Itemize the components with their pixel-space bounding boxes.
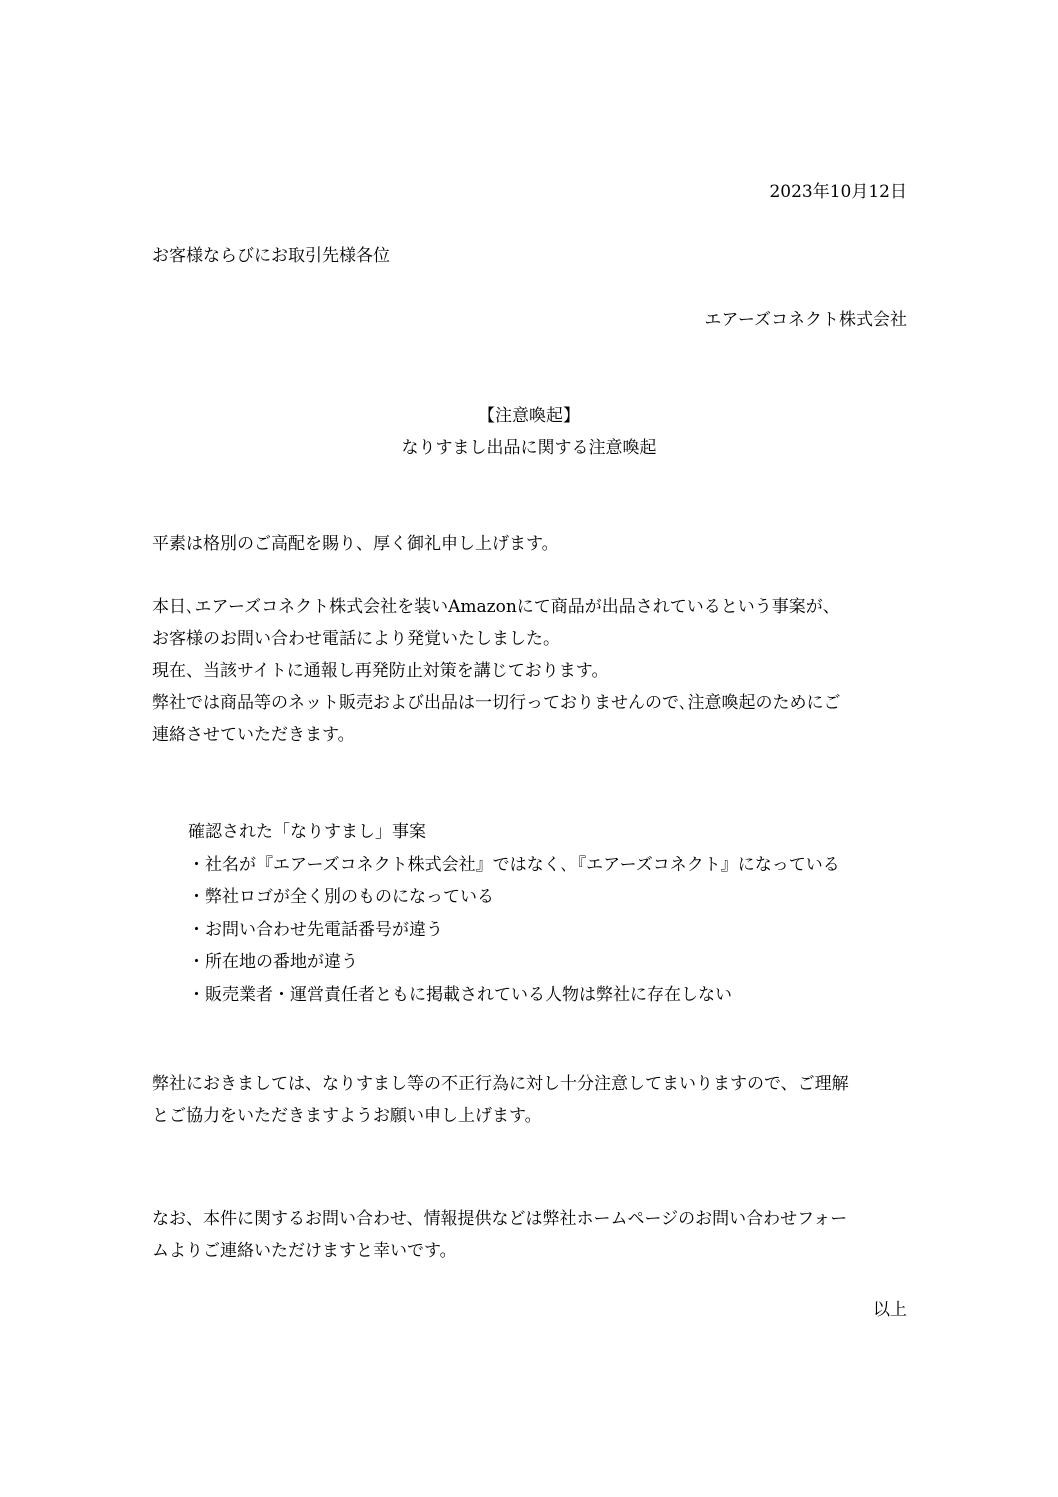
contact-line: なお、本件に関するお問い合わせ、情報提供などは弊社ホームページのお問い合わせフォー bbox=[152, 1209, 848, 1229]
body-line: 本日､エアーズコネクト株式会社を装いAmazonにて商品が出品されているという事案が、 bbox=[152, 597, 840, 617]
contact-line: ムよりご連絡いただけますと幸いです。 bbox=[152, 1241, 457, 1261]
title-bracket: 【注意喚起】 bbox=[478, 406, 580, 426]
document-title: なりすまし出品に関する注意喚起 bbox=[401, 438, 657, 458]
contact-paragraph bbox=[152, 1203, 912, 1267]
greeting-line: 平素は格別のご高配を賜り、厚く御礼申し上げます。 bbox=[152, 534, 559, 554]
cases-list bbox=[188, 816, 918, 1011]
body-line: 弊社では商品等のネット販売および出品は一切行っておりませんので､注意喚起のためにご bbox=[152, 693, 841, 713]
closing-line: とご協力をいただきますようお願い申し上げます。 bbox=[152, 1106, 542, 1126]
closing-line: 弊社におきましては、なりすまし等の不正行為に対し十分注意してまいりますので、ご理解 bbox=[152, 1074, 849, 1094]
case-item: ・社名が『エアーズコネクト株式会社』ではなく､『エアーズコネクト』になっている bbox=[188, 854, 840, 875]
closing-paragraph bbox=[152, 1068, 912, 1132]
cases-heading: 確認された「なりすまし」事案 bbox=[188, 822, 426, 842]
sender-company: エアーズコネクト株式会社 bbox=[704, 310, 907, 330]
body-line: お客様のお問い合わせ電話により発覚いたしました。 bbox=[152, 629, 560, 649]
case-item: ・お問い合わせ先電話番号が違う bbox=[188, 919, 443, 940]
document-date: 2023年10月12日 bbox=[769, 182, 907, 202]
case-item: ・弊社ロゴが全く別のものになっている bbox=[188, 887, 494, 907]
case-item: ・所在地の番地が違う bbox=[188, 952, 358, 972]
case-item: ・販売業者・運営責任者ともに掲載されている人物は弊社に存在しない bbox=[188, 984, 732, 1005]
body-paragraph bbox=[152, 591, 912, 751]
body-line: 連絡させていただきます。 bbox=[152, 725, 355, 745]
end-mark: 以上 bbox=[873, 1300, 907, 1320]
body-line: 現在、当該サイトに通報し再発防止対策を講じております。 bbox=[152, 661, 609, 681]
recipient-line: お客様ならびにお取引先様各位 bbox=[152, 246, 390, 266]
